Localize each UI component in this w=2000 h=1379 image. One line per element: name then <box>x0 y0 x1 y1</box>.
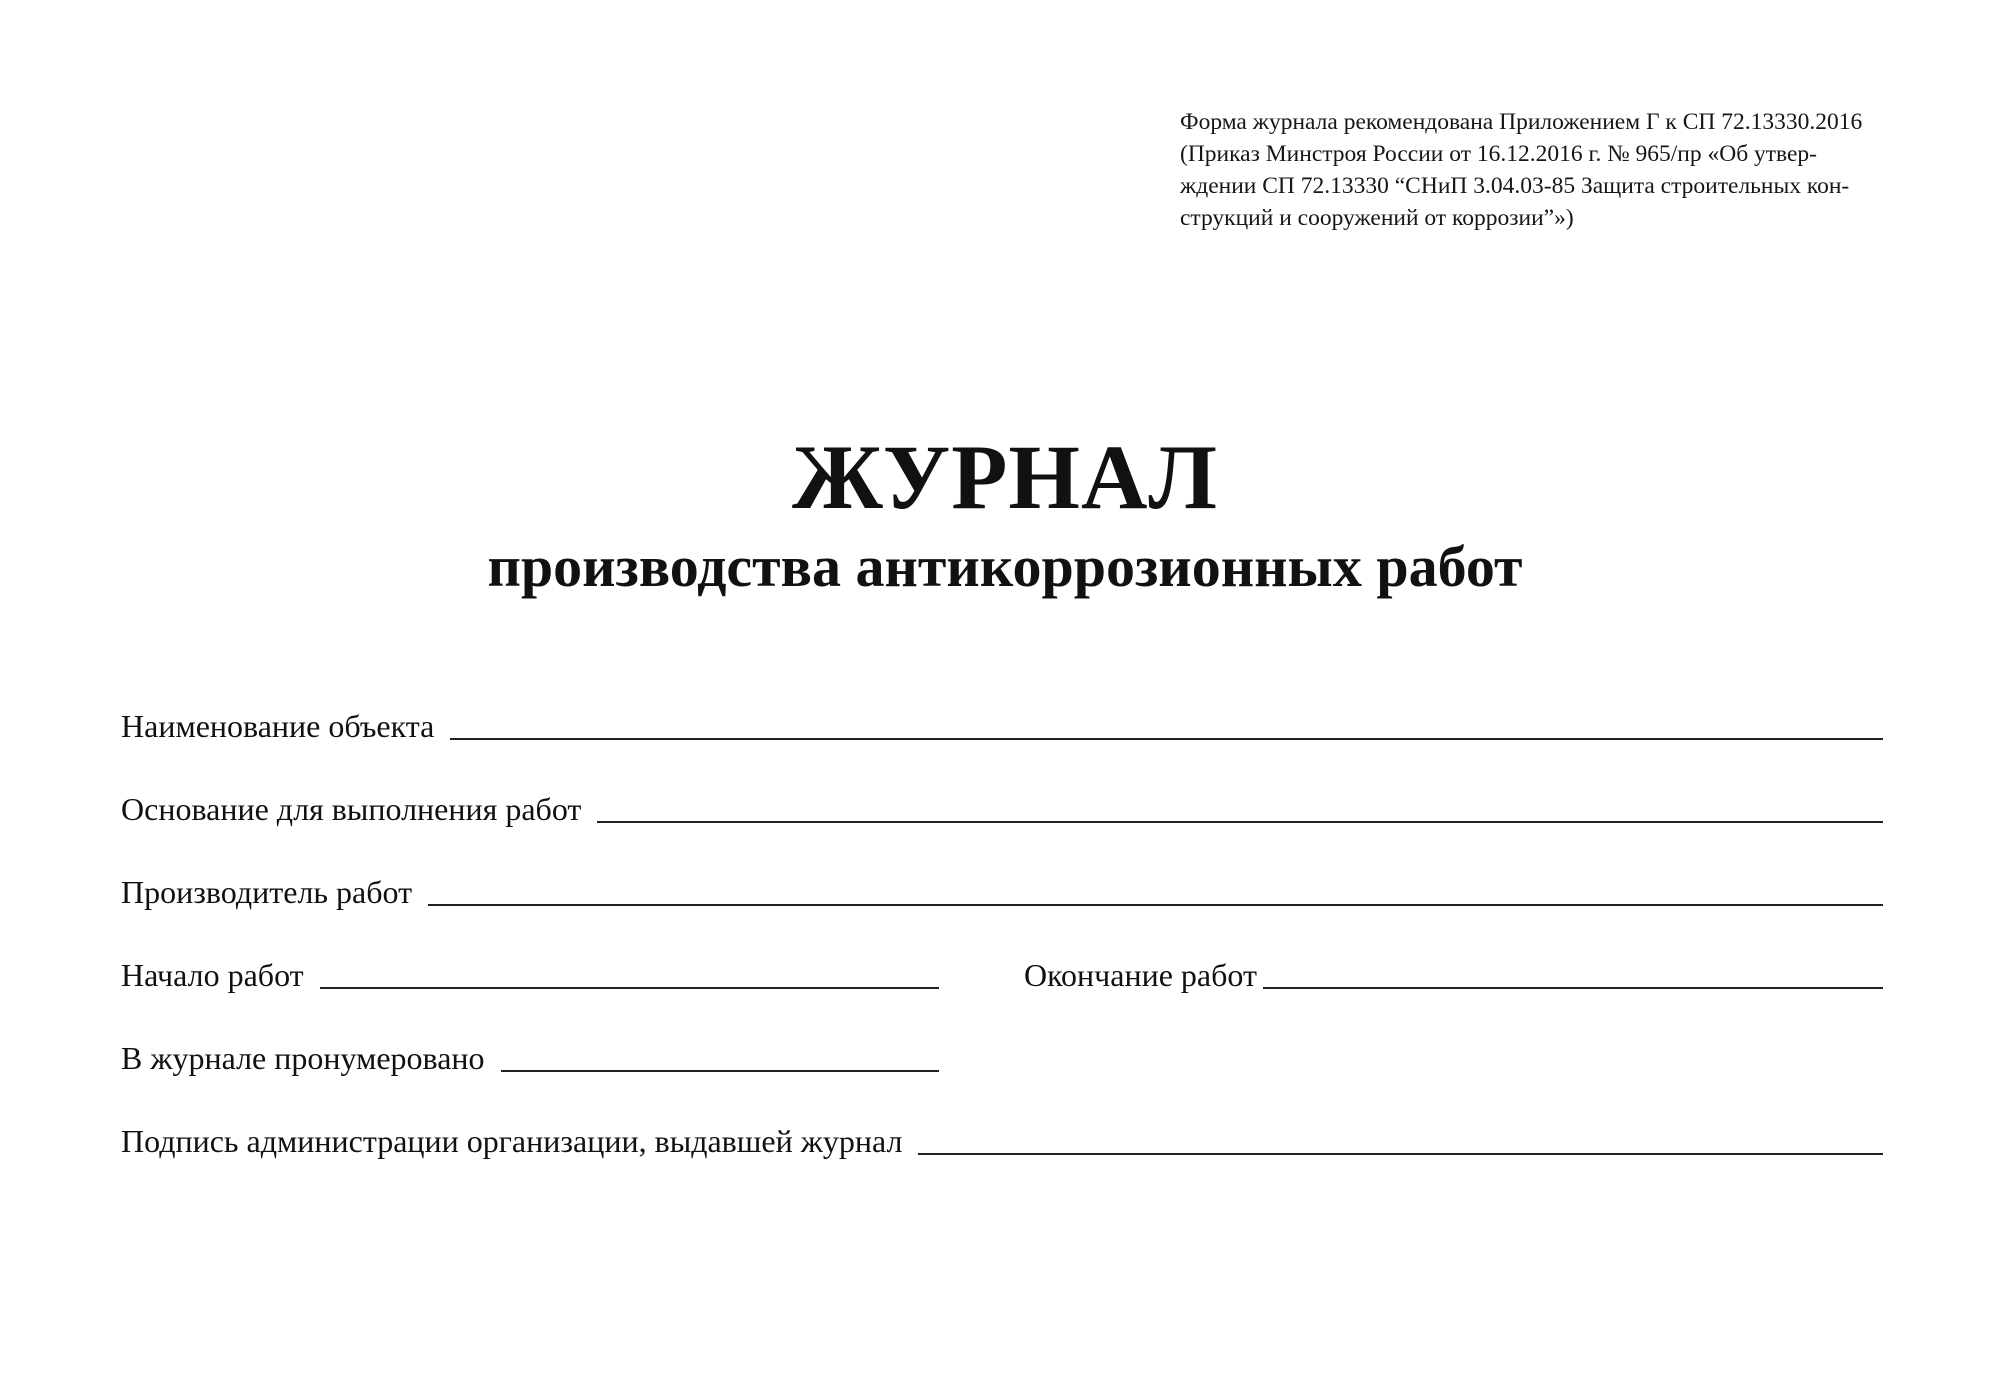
journal-title: ЖУРНАЛ <box>792 426 1218 528</box>
object-name-label: Наименование объекта <box>121 708 435 744</box>
object-name-field <box>121 704 1883 744</box>
signature-label: Подпись администрации организации, выдавшей журнал <box>121 1123 903 1159</box>
start-label: Начало работ <box>121 957 304 993</box>
form-reference-line-2: (Приказ Минстроя России от 16.12.2016 г. № 965/пр «Об утвер- <box>1180 141 1818 167</box>
end-field <box>1024 953 1883 993</box>
basis-field <box>121 787 1883 827</box>
form-reference-line-1: Форма журнала рекомендована Приложением Г к СП 72.13330.2016 <box>1180 109 1863 135</box>
basis-label: Основание для выполнения работ <box>121 791 582 827</box>
numbered-field <box>121 1036 939 1076</box>
signature-blank[interactable] <box>918 1123 1883 1155</box>
start-field <box>121 953 939 993</box>
contractor-field <box>121 870 1883 910</box>
form-reference-line-3: ждении СП 72.13330 “СНиП 3.04.03-85 Защита строительных кон- <box>1180 173 1850 199</box>
end-blank[interactable] <box>1263 957 1883 989</box>
basis-blank[interactable] <box>597 791 1883 823</box>
form-reference-note <box>1180 106 1886 234</box>
end-label: Окончание работ <box>1024 957 1257 993</box>
journal-subtitle: производства антикоррозионных работ <box>487 534 1523 599</box>
signature-field <box>121 1119 1883 1159</box>
form-reference-line-4: струкций и сооружений от коррозии”») <box>1180 205 1574 231</box>
start-blank[interactable] <box>320 957 939 989</box>
numbered-blank[interactable] <box>501 1040 939 1072</box>
numbered-label: В журнале пронумеровано <box>121 1040 485 1076</box>
object-name-blank[interactable] <box>450 708 1883 740</box>
contractor-label: Производитель работ <box>121 874 413 910</box>
contractor-blank[interactable] <box>428 874 1883 906</box>
